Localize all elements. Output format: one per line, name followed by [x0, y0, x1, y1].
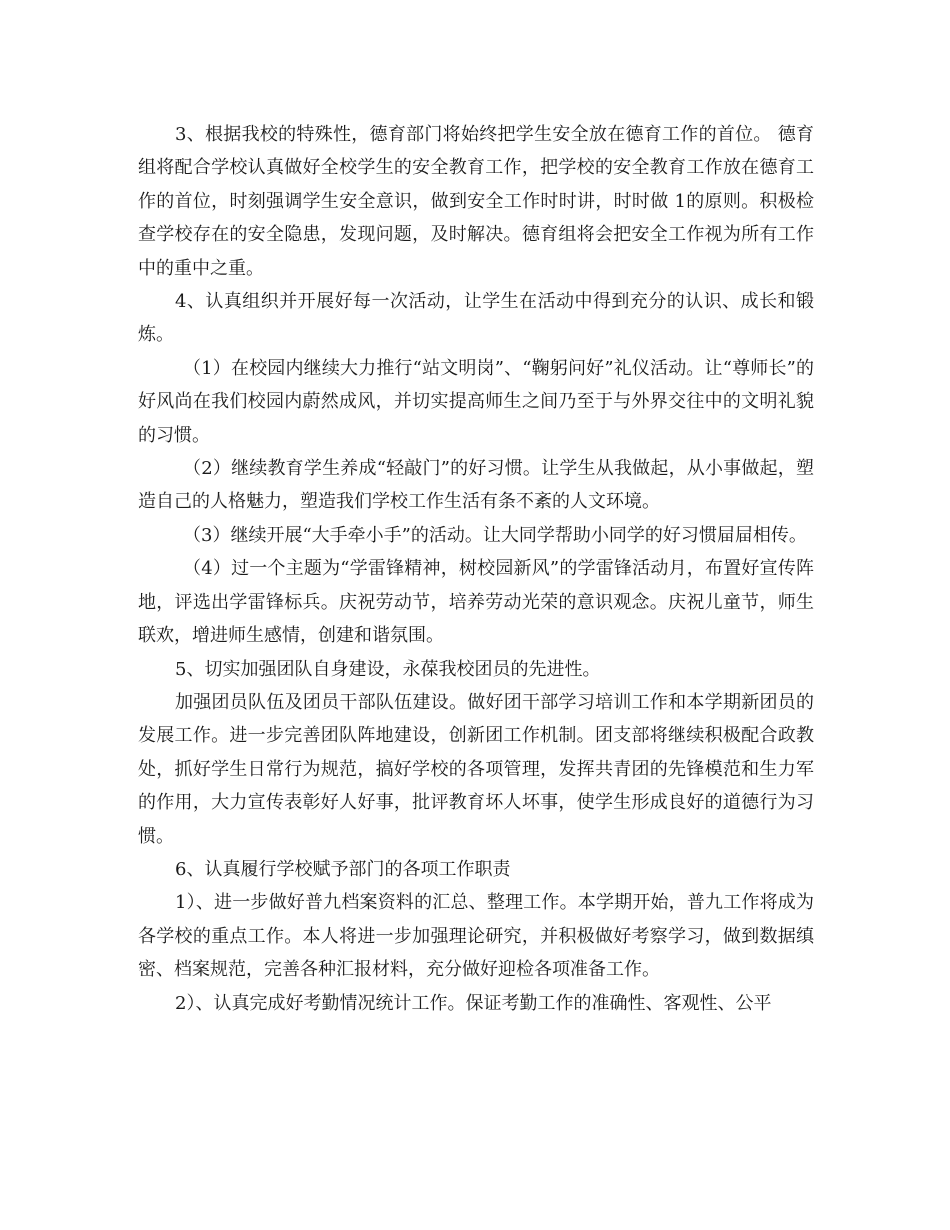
paragraph-lei-feng-month: （4）过一个主题为“学雷锋精神，树校园新风”的学雷锋活动月，布置好宣传阵地，评选出学雷锋标兵。庆祝劳动节，培养劳动光荣的意识观念。庆祝儿童节，师生联欢，增进师生感情，创建和谐氛围。 [138, 558, 814, 647]
paragraph-knock-habit: （2）继续教育学生养成“轻敲门”的好习惯。让学生从我做起，从小事做起，塑造自己的人格魅力，塑造我们学校工作生活有条不紊的人文环境。 [138, 458, 814, 513]
paragraph-safety-education: 3、根据我校的特殊性，德育部门将始终把学生安全放在德育工作的首位。 德育组将配合学校认真做好全校学生的安全教育工作，把学校的安全教育工作放在德育工作的首位，时刻强调学生安全意识，做到安全工作时时讲，时时做 1的原则。积极检查学校存在的安全隐患，发现问题，及时解决。德育组将会把安全工作视为所有工作中的重中之重。 [138, 124, 814, 279]
paragraph-team-building-heading: 5、切实加强团队自身建设，永葆我校团员的先进性。 [175, 658, 601, 680]
paragraph-big-hand-small-hand: （3）继续开展“大手牵小手”的活动。让大同学帮助小同学的好习惯屇屇相传。 [183, 524, 807, 546]
paragraph-etiquette-activity: （1）在校园内继续大力推行“站文明岗”、“鞠躬问好”礼仪活动。让“尊师长”的好风尚在我们校园内蔚然成风，并切实提高师生之间乃至于与外界交往中的文明礼貌的习惯。 [138, 357, 814, 446]
paragraph-attendance-work: 2）、认真完成好考勤情况统计工作。保证考勤工作的准确性、客观性、公平 [175, 992, 772, 1014]
paragraph-duties-heading: 6、认真履行学校赋予部门的各项工作职责 [175, 858, 511, 880]
paragraph-activities-heading: 4、认真组织并开展好每一次活动，让学生在活动中得到充分的认识、成长和锻炼。 [138, 291, 814, 346]
paragraph-team-building: 加强团员队伍及团员干部队伍建设。做好团干部学习培训工作和本学期新团员的发展工作。进一步完善团队阵地建设，创新团工作机制。团支部将继续积极配合政教处，抓好学生日常行为规范，搞好学校的各项管理，发挥共青团的先锋模范和生力军的作用，大力宣传表彰好人好事，批评教育坏人坏事，使学生形成良好的道德行为习惯。 [138, 691, 814, 847]
paragraph-archive-work: 1）、进一步做好普九档案资料的汇总、整理工作。本学期开始，普九工作将成为各学校的重点工作。本人将进一步加强理论研究，并积极做好考察学习，做到数据缜密、档案规范，完善各种汇报材料，充分做好迎检各项准备工作。 [138, 892, 814, 981]
document-page [138, 118, 814, 1020]
